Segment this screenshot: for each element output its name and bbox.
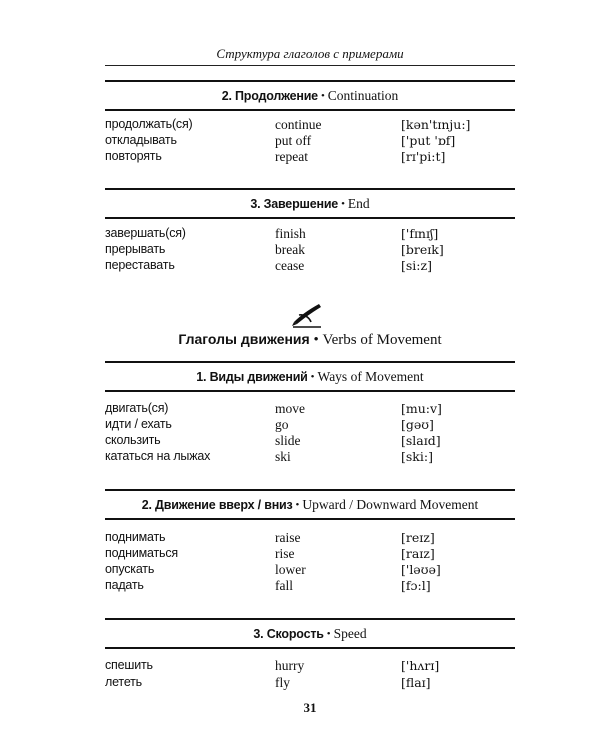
section-title-ru: 2. Продолжение: [221, 88, 318, 103]
separator-bullet: •: [313, 332, 319, 348]
word-ru: подниматься: [105, 546, 178, 560]
running-head: Структура глаголов с примерами: [216, 46, 404, 61]
page-number: 31: [303, 700, 317, 715]
separator-bullet: •: [310, 370, 315, 383]
section-header-upward-downward: [105, 489, 515, 520]
word-en: rise: [275, 546, 295, 561]
word-ru: спешить: [105, 658, 153, 672]
transcription: [reɪz]: [401, 530, 435, 545]
transcription: ['hʌrɪ]: [401, 658, 440, 673]
section-title-en: End: [347, 195, 370, 211]
vocab-row: [105, 225, 515, 242]
vocab-row: [105, 400, 515, 417]
word-en: fall: [275, 578, 293, 593]
section-title-en: Continuation: [327, 87, 399, 103]
vocab-row: [105, 577, 515, 594]
transcription: [breɪk]: [401, 242, 444, 257]
vocab-row: [105, 241, 515, 258]
transcription: [slaɪd]: [401, 433, 441, 448]
transcription: [rɪ'pi:t]: [401, 149, 446, 164]
vocab-row: [105, 116, 515, 133]
transcription: ['put 'ɒf]: [401, 133, 456, 148]
word-ru: падать: [105, 578, 144, 592]
word-ru: повторять: [105, 149, 162, 163]
vocab-row: [105, 561, 515, 578]
separator-bullet: •: [320, 89, 325, 102]
word-ru: поднимать: [105, 530, 166, 544]
running-head-rule: [105, 65, 515, 66]
vocab-row: [105, 148, 515, 165]
section-header-ways-of-movement: [105, 361, 515, 392]
section-title-ru: 1. Виды движений: [196, 369, 308, 384]
section-header-continuation: [105, 80, 515, 111]
word-en: raise: [275, 530, 301, 545]
word-en: repeat: [275, 149, 308, 164]
word-en: go: [275, 417, 289, 432]
word-ru: прерывать: [105, 242, 166, 256]
separator-bullet: •: [341, 197, 345, 210]
word-ru: откладывать: [105, 133, 177, 147]
vocab-row: [105, 257, 515, 274]
vocab-row: [105, 132, 515, 149]
transcription: [ski:]: [401, 449, 433, 464]
section-header-speed: [105, 618, 515, 649]
word-en: put off: [275, 133, 312, 148]
section-title-en: Upward / Downward Movement: [302, 496, 479, 512]
word-ru: двигать(ся): [105, 401, 169, 415]
separator-bullet: •: [326, 627, 331, 640]
transcription: [kən'tɪnju:]: [401, 117, 471, 132]
vocab-row: [105, 448, 515, 465]
word-ru: продолжать(ся): [105, 117, 193, 131]
word-ru: лететь: [105, 675, 142, 689]
word-en: move: [275, 401, 305, 416]
pen-icon: [290, 300, 324, 328]
transcription: [si:z]: [401, 258, 432, 273]
vocab-row: [105, 674, 515, 691]
section-title-ru: 3. Скорость: [253, 626, 324, 641]
chapter-title-ru: Глаголы движения: [178, 331, 310, 347]
word-ru: завершать(ся): [105, 226, 186, 240]
section-title-ru: 2. Движение вверх / вниз: [141, 497, 293, 512]
word-en: break: [275, 242, 305, 257]
word-en: hurry: [275, 658, 305, 673]
section-header-end: [105, 188, 515, 219]
transcription: [raɪz]: [401, 546, 435, 561]
transcription: [fɔ:l]: [401, 578, 431, 593]
transcription: ['fɪnɪʃ]: [401, 226, 439, 241]
word-en: slide: [275, 433, 301, 448]
vocab-row: [105, 416, 515, 433]
word-ru: кататься на лыжах: [105, 449, 211, 463]
word-ru: опускать: [105, 562, 155, 576]
vocab-row: [105, 529, 515, 546]
section-title-en: Ways of Movement: [317, 368, 424, 384]
word-ru: идти / ехать: [105, 417, 172, 431]
vocab-row: [105, 657, 515, 674]
chapter-title-en: Verbs of Movement: [322, 332, 442, 348]
word-en: cease: [275, 258, 305, 273]
section-title-ru: 3. Завершение: [250, 196, 339, 211]
word-ru: скользить: [105, 433, 161, 447]
word-en: lower: [275, 562, 306, 577]
separator-bullet: •: [295, 498, 300, 511]
word-en: ski: [275, 449, 291, 464]
section-title-en: Speed: [333, 625, 367, 641]
transcription: [mu:v]: [401, 401, 442, 416]
vocab-row: [105, 545, 515, 562]
chapter-title: [105, 331, 515, 349]
word-en: finish: [275, 226, 306, 241]
word-ru: переставать: [105, 258, 175, 272]
transcription: ['ləʊə]: [401, 562, 441, 577]
vocab-row: [105, 432, 515, 449]
transcription: [gəʊ]: [401, 417, 434, 432]
word-en: continue: [275, 117, 322, 132]
transcription: [flaɪ]: [401, 675, 431, 690]
word-en: fly: [275, 675, 290, 690]
